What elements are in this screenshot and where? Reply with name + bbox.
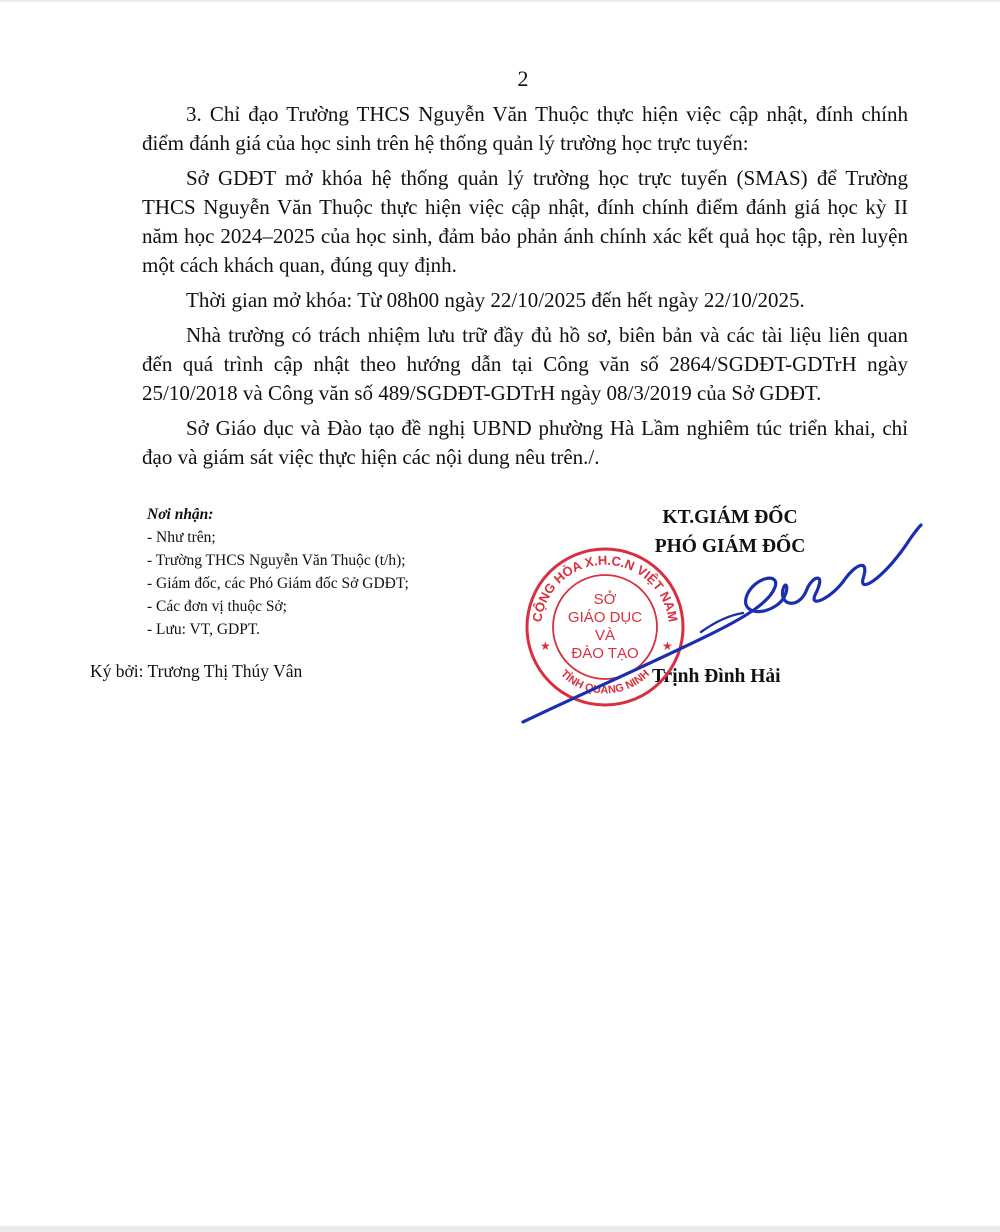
stamp-center-line: ĐÀO TẠO <box>571 645 639 662</box>
paragraph-request: Sở Giáo dục và Đào tạo đề nghị UBND phường Hà Lầm nghiêm túc triển khai, chỉ đạo và giám sát việc thực hiện các nội dung nêu trên./. <box>142 416 908 469</box>
signed-by-line: Ký bởi: Trương Thị Thúy Vân <box>90 661 303 681</box>
paragraph-record-keeping: Nhà trường có trách nhiệm lưu trữ đầy đủ hồ sơ, biên bản và các tài liệu liên quan đến quá trình cập nhật theo hướng dẫn tại Công văn số 2864/SGDĐT-GDTrH ngày 25/10/2018 và Công văn số 489/SGDĐT-GDTrH ngày 08/3/2019 của Sở GDĐT. <box>142 323 908 405</box>
recipient-item: - Như trên; <box>147 529 216 546</box>
signature-title-line2: PHÓ GIÁM ĐỐC <box>654 536 806 557</box>
recipient-item: - Các đơn vị thuộc Sở; <box>147 598 287 615</box>
page-number: 2 <box>517 66 529 91</box>
stamp-star-icon: ★ <box>540 639 551 653</box>
recipients-title: Nơi nhận: <box>147 506 214 523</box>
stamp-center-line: VÀ <box>594 627 616 644</box>
stamp-ring-text: CỘNG HÒA X.H.C.N VIỆT NAM <box>529 552 681 624</box>
recipients-block <box>147 503 527 641</box>
recipient-item: - Trường THCS Nguyễn Văn Thuộc (t/h); <box>147 552 406 569</box>
recipient-item: - Giám đốc, các Phó Giám đốc Sở GDĐT; <box>147 575 409 592</box>
stamp-bottom-text: TỈNH QUẢNG NINH <box>558 667 652 697</box>
stamp-center-line: GIÁO DỤC <box>567 609 643 626</box>
stamp-star-icon: ★ <box>662 639 673 653</box>
stamp-center-line: SỞ <box>593 591 617 608</box>
recipient-item: - Lưu: VT, GDPT. <box>147 621 261 638</box>
handwritten-signature <box>515 517 925 732</box>
paragraph-unlock-system: Sở GDĐT mở khóa hệ thống quản lý trường học trực tuyến (SMAS) để Trường THCS Nguyễn Văn Thuộc thực hiện việc cập nhật, đính chính điểm đánh giá học kỳ II năm học 2024–2025 của học sinh, đảm bảo phản ánh chính xác kết quả học tập, rèn luyện một cách khách quan, đúng quy định. <box>142 166 908 277</box>
signature-title-line1: KT.GIÁM ĐỐC <box>662 507 798 528</box>
document-body <box>142 100 908 478</box>
signer-name: Trịnh Đình Hải <box>652 666 781 687</box>
document-page <box>0 2 1000 1226</box>
paragraph-unlock-time: Thời gian mở khóa: Từ 08h00 ngày 22/10/2025 đến hết ngày 22/10/2025. <box>186 288 805 312</box>
paragraph-directive: 3. Chỉ đạo Trường THCS Nguyễn Văn Thuộc thực hiện việc cập nhật, đính chính điểm đánh giá của học sinh trên hệ thống quản lý trường học trực tuyến: <box>142 102 908 155</box>
